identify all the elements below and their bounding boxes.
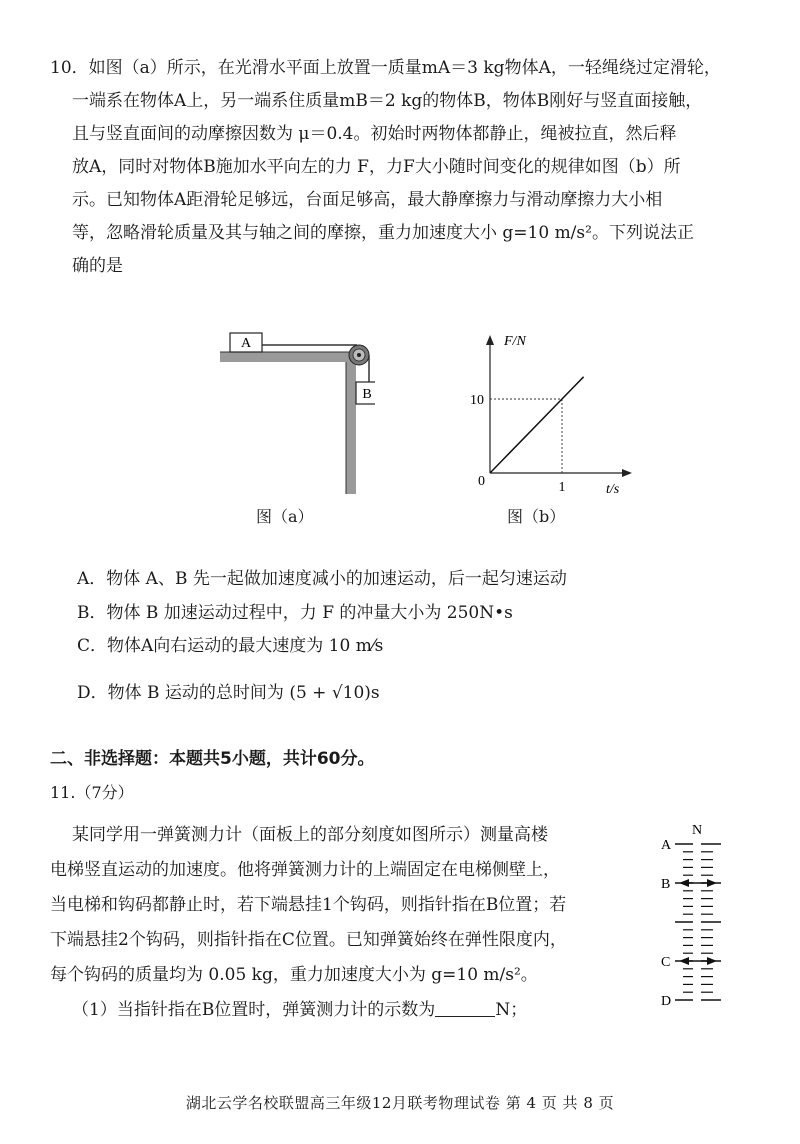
- section-2-title: 二、非选择题：本题共5小题，共计60分。: [50, 749, 375, 769]
- q11-line-4: 下端悬挂2个钩码，则指针指在C位置。已知弹簧始终在弹性限度内，: [50, 930, 567, 950]
- scale-label-c: C: [661, 955, 671, 970]
- q10-line-7: 确的是: [72, 256, 123, 276]
- figure-a-caption: 图（a）: [256, 507, 314, 526]
- q10-line-1: 10．如图（a）所示，在光滑水平面上放置一质量mA＝3 kg物体A，一轻绳绕过定滑轮，: [50, 58, 721, 78]
- q10-line-5: 示。已知物体A距滑轮足够远，台面足够高，最大静摩擦力与滑动摩擦力大小相: [72, 190, 663, 210]
- q11-sub-1-text: （1）当指针指在B位置时，弹簧测力计的示数为: [72, 1000, 436, 1020]
- pointer-c-left-icon: [679, 957, 689, 965]
- question-10: [50, 52, 770, 283]
- block-a-label: A: [240, 336, 252, 351]
- q10-line-2: 一端系在物体A上，另一端系住质量mB＝2 kg的物体B，物体B刚好与竖直面接触，: [72, 91, 703, 111]
- y-axis-label: F/N: [504, 334, 526, 349]
- pointer-b-left-icon: [679, 879, 689, 887]
- q11-line-1: 某同学用一弹簧测力计（面板上的部分刻度如图所示）测量高楼: [72, 825, 548, 845]
- figure-a-diagram: [215, 328, 375, 500]
- figure-b-chart: [452, 325, 652, 495]
- q11-sub-1-unit: N；: [495, 1000, 528, 1020]
- scale-label-d: D: [661, 994, 672, 1009]
- scale-unit-label: N: [691, 823, 703, 838]
- x-axis-arrow: [622, 469, 632, 477]
- figure-b-caption: 图（b）: [507, 507, 566, 526]
- question-11: [50, 818, 650, 1028]
- option-a: A．物体 A、B 先一起做加速度减小的加速运动，后一起匀速运动: [77, 569, 567, 589]
- q10-line-6: 等，忽略滑轮质量及其与轴之间的摩擦，重力加速度大小 g=10 m/s²。下列说法正: [72, 223, 694, 243]
- q11-line-5: 每个钩码的质量均为 0.05 kg，重力加速度大小为 g=10 m/s²。: [50, 965, 538, 985]
- block-b-label: B: [362, 387, 372, 402]
- table-top: [220, 352, 362, 362]
- pointer-c-right-icon: [707, 957, 717, 965]
- answer-blank[interactable]: [435, 998, 495, 1017]
- q10-line-4: 放A，同时对物体B施加水平向左的力 F，力F大小随时间变化的规律如图（b）所: [72, 157, 681, 177]
- q11-line-3: 当电梯和钩码都静止时，若下端悬挂1个钩码，则指针指在B位置；若: [50, 895, 567, 915]
- x-axis-label: t/s: [606, 482, 620, 495]
- f-t-line: [490, 377, 584, 473]
- option-b: B．物体 B 加速运动过程中，力 F 的冲量大小为 250N•s: [77, 603, 513, 623]
- origin-label: 0: [478, 474, 485, 489]
- q11-sub-1: [50, 993, 650, 1028]
- y-tick-label: 10: [470, 393, 484, 408]
- x-tick-label: 1: [558, 480, 566, 495]
- page-footer: 湖北云学名校联盟高三年级12月联考物理试卷 第 4 页 共 8 页: [185, 1094, 615, 1112]
- scale-label-a: A: [661, 838, 672, 853]
- q11-line-2: 电梯竖直运动的加速度。他将弹簧测力计的上端固定在电梯侧壁上，: [50, 860, 560, 880]
- scale-label-b: B: [661, 877, 671, 892]
- spring-scale-figure: [655, 818, 745, 1010]
- y-axis-arrow: [486, 335, 494, 345]
- option-d: D．物体 B 运动的总时间为 (5 + √10)s: [77, 683, 380, 703]
- option-c: C．物体A向右运动的最大速度为 10 m⁄s: [77, 636, 384, 656]
- q10-line-3: 且与竖直面间的动摩擦因数为 μ＝0.4。初始时两物体都静止，绳被拉直，然后释: [72, 124, 677, 144]
- vertical-wall: [346, 352, 356, 494]
- question-11-header: 11.（7分）: [50, 783, 134, 802]
- pointer-b-right-icon: [707, 879, 717, 887]
